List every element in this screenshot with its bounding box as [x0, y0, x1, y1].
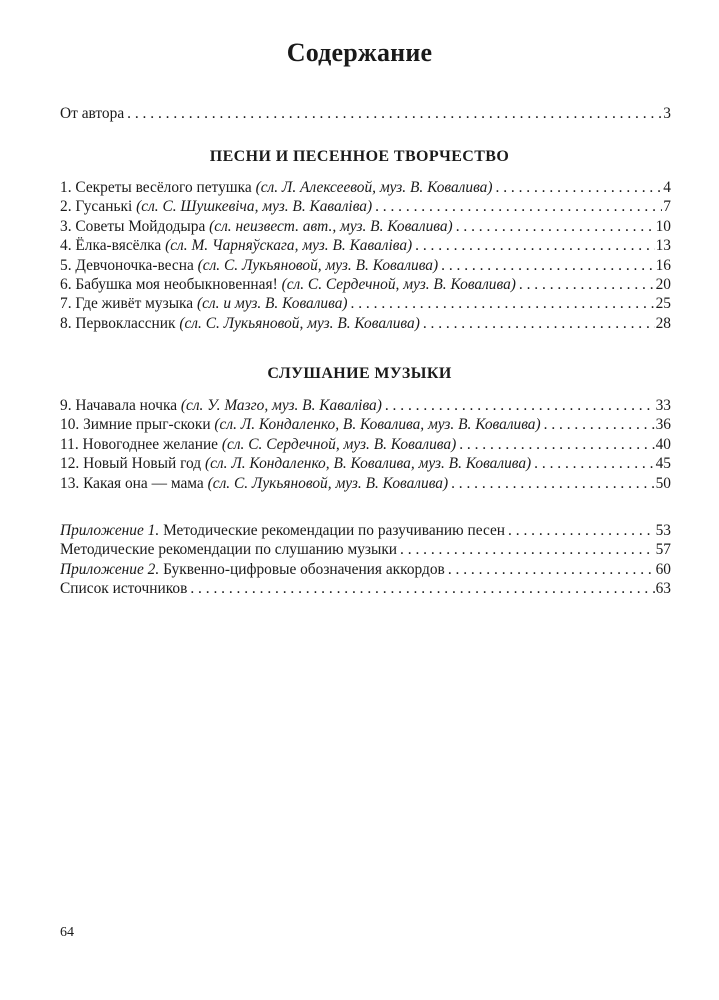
- entry-page: 36: [655, 416, 671, 434]
- toc-appendix: [60, 521, 671, 599]
- dot-leader: [127, 104, 662, 123]
- entry-title: 2. Гусанькі: [60, 198, 137, 216]
- entry-page: 16: [655, 256, 671, 274]
- entry-page: 45: [655, 455, 671, 473]
- toc-entry[interactable]: [60, 396, 671, 415]
- entry-credits: (сл. М. Чарняўскага, муз. В. Каваліва): [165, 237, 413, 255]
- entry-title: Методические рекомендации по слушанию музыки: [60, 541, 398, 559]
- dot-leader: [375, 197, 662, 216]
- entry-title: 1. Секреты весёлого петушка: [60, 179, 256, 196]
- section-heading: ПЕСНИ И ПЕСЕННОЕ ТВОРЧЕСТВО: [209, 148, 510, 165]
- entry-credits: (сл. С. Шушкевіча, муз. В. Каваліва): [136, 198, 373, 216]
- entry-credits: (сл. У. Мазго, муз. В. Каваліва): [180, 397, 382, 414]
- dot-leader: [544, 415, 655, 434]
- dot-leader: [534, 454, 654, 473]
- entry-page: 13: [655, 237, 671, 255]
- entry-page: 20: [655, 276, 671, 294]
- dot-leader: [459, 435, 654, 454]
- entry-credits: (сл. и муз. В. Ковалива): [196, 295, 348, 313]
- entry-page: 28: [655, 314, 671, 332]
- entry-credits: (сл. неизвест. авт., муз. В. Ковалива): [209, 217, 453, 235]
- entry-page: 7: [663, 198, 671, 216]
- entry-page: 33: [655, 397, 671, 414]
- entry-title: 10. Зимние прыг-скоки: [60, 416, 215, 434]
- entry-title: Список источников: [60, 580, 188, 598]
- entry-credits: (сл. С. Лукьяновой, муз. В. Ковалива): [207, 474, 449, 492]
- toc-entry[interactable]: [60, 256, 671, 275]
- page-number: 64: [60, 925, 74, 940]
- toc-entry[interactable]: [60, 217, 671, 236]
- dot-leader: [441, 256, 654, 275]
- entry-title: Буквенно-цифровые обозначения аккордов: [159, 560, 445, 578]
- entry-credits: (сл. Л. Алексеевой, муз. В. Ковалива): [255, 179, 493, 196]
- toc-entry[interactable]: [60, 454, 671, 473]
- dot-leader: [423, 314, 655, 333]
- dot-leader: [385, 396, 655, 415]
- toc-entry[interactable]: [60, 474, 671, 493]
- entry-page: 25: [655, 295, 671, 313]
- toc-entry[interactable]: [60, 560, 671, 579]
- toc-entry[interactable]: [60, 178, 671, 197]
- entry-title: 4. Ёлка-вясёлка: [60, 237, 166, 255]
- entry-page: 4: [663, 179, 671, 196]
- entry-page: 10: [655, 217, 671, 235]
- toc-section-songs: [60, 178, 671, 333]
- dot-leader: [190, 579, 654, 598]
- entry-title: От автора: [60, 105, 125, 122]
- toc-section-listening: [60, 396, 671, 493]
- entry-page: 3: [663, 105, 671, 122]
- entry-page: 60: [655, 560, 671, 578]
- dot-leader: [519, 275, 655, 294]
- appendix-label: Приложение 2.: [60, 560, 160, 578]
- appendix-label: Приложение 1.: [60, 522, 160, 539]
- entry-title: 7. Где живёт музыка: [60, 295, 197, 313]
- entry-page: 53: [655, 522, 671, 539]
- entry-credits: (сл. С. Лукьяновой, муз. В. Ковалива): [197, 256, 439, 274]
- dot-leader: [351, 294, 655, 313]
- toc-entry[interactable]: [60, 294, 671, 313]
- page-title: Содержание: [286, 38, 433, 67]
- section-heading: СЛУШАНИЕ МУЗЫКИ: [267, 365, 452, 382]
- dot-leader: [508, 521, 655, 540]
- entry-credits: (сл. Л. Кондаленко, В. Ковалива, муз. В. Ковалива): [214, 416, 541, 434]
- entry-page: 50: [655, 474, 671, 492]
- entry-title: 6. Бабушка моя необыкновенная!: [60, 276, 282, 294]
- dot-leader: [496, 178, 663, 197]
- toc-entry[interactable]: [60, 415, 671, 434]
- toc-entry[interactable]: [60, 521, 671, 540]
- dot-leader: [456, 217, 655, 236]
- toc-entry[interactable]: [60, 540, 671, 559]
- dot-leader: [451, 474, 655, 493]
- entry-page: 40: [655, 435, 671, 453]
- toc-intro: [60, 104, 671, 123]
- entry-title: 5. Девчоночка-весна: [60, 256, 198, 274]
- dot-leader: [400, 540, 655, 559]
- entry-title: 8. Первоклассник: [60, 314, 180, 332]
- entry-title: 11. Новогоднее желание: [60, 435, 222, 453]
- entry-credits: (сл. Л. Кондаленко, В. Ковалива, муз. В. Ковалива): [204, 455, 532, 473]
- entry-credits: (сл. С. Сердечной, муз. В. Ковалива): [221, 435, 457, 453]
- entry-title: 13. Какая она — мама: [60, 474, 208, 492]
- toc-entry[interactable]: [60, 275, 671, 294]
- entry-credits: (сл. С. Лукьяновой, муз. В. Ковалива): [179, 314, 420, 332]
- entry-title: Методические рекомендации по разучиванию песен: [159, 522, 506, 539]
- dot-leader: [448, 560, 655, 579]
- toc-entry[interactable]: [60, 104, 671, 123]
- toc-entry[interactable]: [60, 197, 671, 216]
- dot-leader: [415, 236, 654, 255]
- entry-page: 57: [655, 541, 671, 559]
- entry-credits: (сл. С. Сердечной, муз. В. Ковалива): [281, 276, 516, 294]
- entry-page: 63: [655, 580, 671, 598]
- entry-title: 3. Советы Мойдодыра: [60, 217, 210, 235]
- toc-entry[interactable]: [60, 435, 671, 454]
- toc-entry[interactable]: [60, 579, 671, 598]
- entry-title: 12. Новый Новый год: [60, 455, 205, 473]
- entry-title: 9. Начавала ночка: [60, 397, 181, 414]
- toc-entry[interactable]: [60, 314, 671, 333]
- toc-entry[interactable]: [60, 236, 671, 255]
